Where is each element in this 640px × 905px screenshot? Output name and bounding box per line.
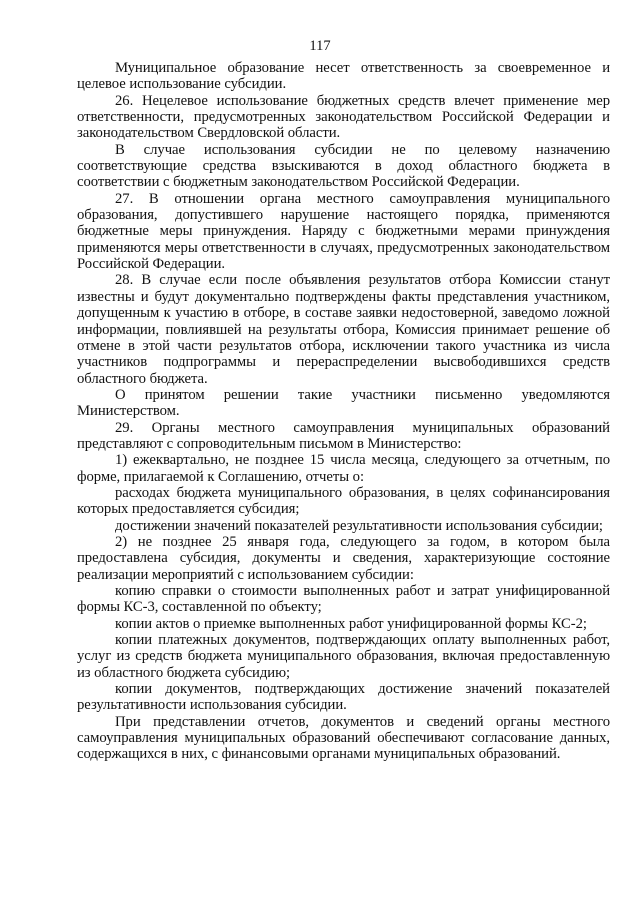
paragraph-annual-documents: 2) не позднее 25 января года, следующего за годом, в котором была предоставлена субсидия, документы и сведения, характеризующие состояние реализации мероприятий с использованием субсидии:: [77, 533, 610, 583]
paragraph-quarterly-reports: 1) ежеквартально, не позднее 15 числа месяца, следующего за отчетным, по форме, прилагаемой к Соглашению, отчеты о:: [77, 452, 610, 485]
paragraph-misuse-recovery: В случае использования субсидии не по целевому назначению соответствующие средства взыскиваются в доход областного бюджета в соответствии с бюджетным законодательством Российской Федерации.: [77, 141, 610, 191]
paragraph-ks3-certificate: копию справки о стоимости выполненных работ и затрат унифицированной формы КС-3, составленной по объекту;: [77, 583, 610, 616]
paragraph-indicators: достижении значений показателей результативности использования субсидии;: [115, 517, 603, 534]
paragraph-budget-expenses: расходах бюджета муниципального образования, в целях софинансирования которых предоставляется субсидия;: [77, 484, 610, 518]
paragraph-28: 28. В случае если после объявления результатов отбора Комиссии станут известны и будут документально подтверждены факты представления участником, допущенным к участию в отборе, в составе заявки недостоверной, заведомо ложной информации, повлиявшей на результаты отбора, Комиссия принимает решение об отмене в этой части результатов отбора, исключении такого участника из числа участников подпрограммы и перераспределении высвободившихся средств областного бюджета.: [77, 272, 610, 387]
paragraph-27: 27. В отношении органа местного самоуправления муниципального образования, допустившего нарушение настоящего порядка, применяются бюджетные меры принуждения. Наряду с бюджетными мерами принуждения применяются меры ответственности в случаях, предусмотренных законодательством Российской Федерации.: [77, 190, 610, 273]
paragraph-reconciliation: При представлении отчетов, документов и сведений органы местного самоуправления муниципальных образований обеспечивают согласование данных, содержащихся в них, с финансовыми органами муниципальных образований.: [77, 713, 610, 763]
paragraph-ks2-acts: копии актов о приемке выполненных работ унифицированной формы КС-2;: [115, 615, 587, 632]
paragraph-achievement-documents: копии документов, подтверждающих достижение значений показателей результативности использования субсидии.: [77, 681, 610, 714]
paragraph-notification: О принятом решении такие участники письменно уведомляются Министерством.: [77, 386, 610, 420]
paragraph-26: 26. Нецелевое использование бюджетных средств влечет применение мер ответственности, предусмотренных законодательством Российской Федерации и законодательством Свердловской области.: [77, 92, 610, 142]
paragraph-payment-documents: копии платежных документов, подтверждающих оплату выполненных работ, услуг из средств бюджета муниципального образования, включая предоставленную из областного бюджета субсидию;: [77, 632, 610, 681]
page-number: 117: [309, 38, 331, 54]
document-body: [77, 60, 610, 763]
paragraph-liability: Муниципальное образование несет ответственность за своевременное и целевое использование субсидии.: [77, 60, 610, 93]
paragraph-29: 29. Органы местного самоуправления муниципальных образований представляют с сопроводительным письмом в Министерство:: [77, 419, 610, 452]
